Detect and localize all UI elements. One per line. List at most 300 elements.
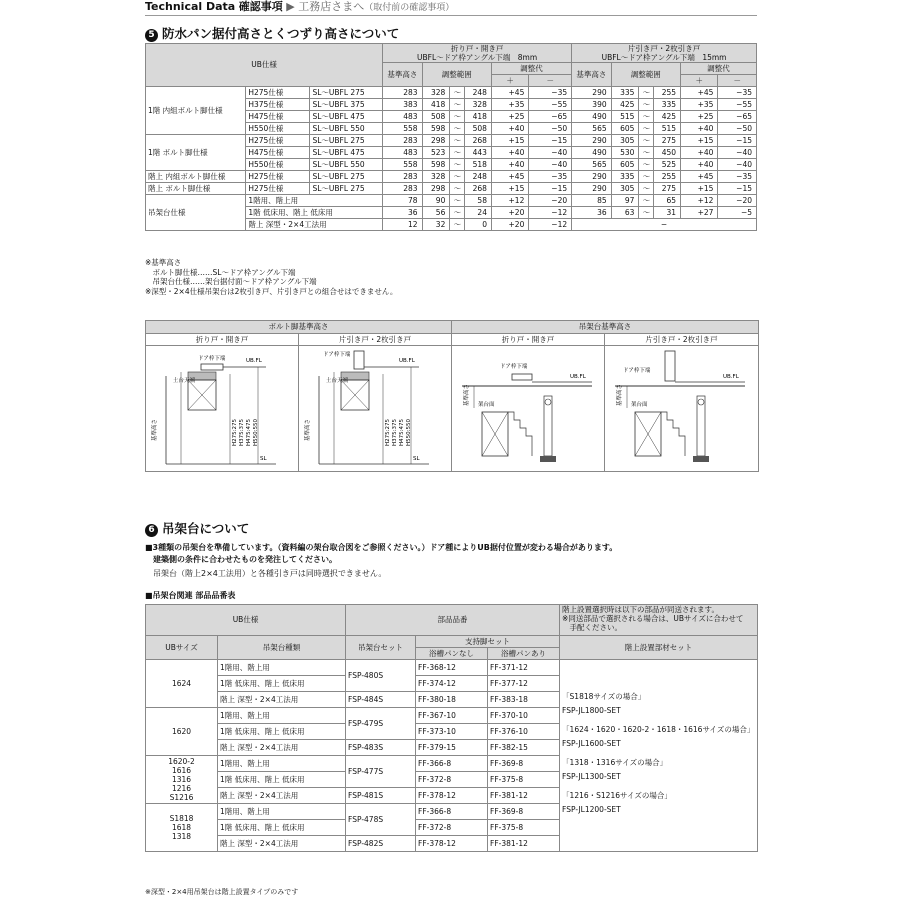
label-base-height: 基準高さ [617,383,623,406]
a-range-from: 523 [422,147,450,159]
a-range-sep: 〜 [450,99,465,111]
b-adj-minus: −5 [718,207,757,219]
a-range-to: 328 [465,99,492,111]
kind: 1階 低床用、階上 低床用 [218,772,346,788]
table-row [146,183,757,195]
b-adj-minus: −15 [718,183,757,195]
row-group: 吊架台仕様 [146,195,246,231]
a-minus-header: － [529,75,572,87]
row-fl: SL〜UBFL 475 [310,111,383,123]
leg-no-pan: FF-372-8 [416,772,488,788]
section6-heading [145,519,249,537]
band-hanging: 吊架台基準高さ [452,321,758,334]
row-fl: SL〜UBFL 375 [310,99,383,111]
b-range-sep: 〜 [639,147,654,159]
b-adj-plus: +40 [681,159,718,171]
b-adj-plus: +25 [681,111,718,123]
b-range-to: 255 [654,87,681,99]
a-range-from: 328 [422,87,450,99]
ub-size-line: 1316 [171,775,192,784]
a-adj-minus: −12 [529,207,572,219]
leg-no-pan: FF-379-15 [416,740,488,756]
ub-size [146,804,218,852]
b-adj-plus: +40 [681,123,718,135]
b-range-sep: 〜 [639,123,654,135]
ub-size [146,756,218,804]
row-spec: H375仕様 [246,99,310,111]
a-range-to: 418 [465,111,492,123]
upper-set-cond: 「1216・S1216サイズの場合」 [562,790,672,800]
b-base: 390 [572,99,612,111]
kind: 階上 深型・2×4工法用 [218,788,346,804]
b-range-from: 605 [611,159,639,171]
a-adj-plus: +40 [491,159,528,171]
b-range-sep: 〜 [639,159,654,171]
b-range-from: 63 [611,207,639,219]
table-row [146,171,757,183]
b-range-from: 97 [611,195,639,207]
set-no: FSP-480S [346,660,416,692]
row-spec: H550仕様 [246,159,310,171]
label-h550: H550:550 [406,419,412,446]
kind: 1階用、階上用 [218,660,346,676]
a-adj-minus: −12 [529,219,572,231]
a-range-from: 418 [422,99,450,111]
upper-set-cond: 「S1818サイズの場合」 [562,691,646,701]
b-base: 490 [572,111,612,123]
b-range-to: 275 [654,135,681,147]
a-range-sep: 〜 [450,183,465,195]
set-no: FSP-484S [346,692,416,708]
a-adj-minus: −20 [529,195,572,207]
header-title: Technical Data [145,0,236,13]
col-note [560,605,758,636]
label-h550: H550:550 [253,419,259,446]
a-adj-minus: −50 [529,123,572,135]
b-range-sep: 〜 [639,111,654,123]
a-base: 483 [383,111,423,123]
section6-para2: 建築側の条件に合わせたものを発注してください。 [145,555,337,564]
label-base-height: 基準高さ [152,418,158,441]
label-door-frame: ドア枠下端 [323,352,351,358]
col-upper-set: 階上設置部材セット [560,636,758,660]
b-base: 290 [572,87,612,99]
leg-pan: FF-375-8 [488,820,560,836]
a-base: 283 [383,135,423,147]
b-range-sep: 〜 [639,207,654,219]
a-base: 36 [383,207,423,219]
a-range-from: 598 [422,123,450,135]
upper-set-cond: 「1318・1316サイズの場合」 [562,757,668,767]
a-adj-plus: +20 [491,219,528,231]
kind: 1階用、階上用 [218,708,346,724]
b-base: 85 [572,195,612,207]
col-ub-size: UBサイズ [146,636,218,660]
b-range-from: 515 [611,111,639,123]
parts-table-title: ■吊架台関連 部品品番表 [145,591,236,600]
col-no-pan: 浴槽パンなし [416,648,488,660]
kind: 階上 深型・2×4工法用 [218,836,346,852]
section6-title: 吊架台について [162,521,250,536]
leg-pan: FF-375-8 [488,772,560,788]
label-door-frame: ドア枠下端 [623,368,651,374]
b-range-header: 調整範囲 [611,63,680,87]
a-range-sep: 〜 [450,87,465,99]
b-adj-header: 調整代 [681,63,757,75]
b-adj-minus: −35 [718,171,757,183]
row-spec: H275仕様 [246,183,310,195]
leg-pan: FF-382-15 [488,740,560,756]
diagram-sub2: 片引き戸・2枚引き戸 [299,334,451,346]
upper-set-item [562,723,755,751]
label-door-frame: ドア枠下端 [500,364,528,370]
set-no: FSP-479S [346,708,416,740]
note-line3: 手配ください。 [562,623,623,632]
section5-notes [145,258,397,296]
b-range-to: 525 [654,159,681,171]
b-base: 290 [572,183,612,195]
table-row [146,660,758,676]
label-h275: H275:275 [232,419,238,446]
row-group: 階上 内組ボルト脚仕様 [146,171,246,183]
a-range-sep: 〜 [450,219,465,231]
label-ubfl: UB.FL [570,374,586,380]
leg-pan: FF-381-12 [488,836,560,852]
a-adj-plus: +20 [491,207,528,219]
a-adj-plus: +40 [491,147,528,159]
a-range-from: 90 [422,195,450,207]
group-a-header [383,44,572,63]
section6-number: 6 [145,524,158,537]
diagram-sub4: 片引き戸・2枚引き戸 [605,334,758,346]
a-base: 283 [383,87,423,99]
a-range-sep: 〜 [450,171,465,183]
b-adj-minus: −35 [718,87,757,99]
ub-size-line: S1818 [169,814,194,823]
a-range-to: 248 [465,171,492,183]
b-range-from: 335 [611,171,639,183]
row-spec: H275仕様 [246,171,310,183]
group-b-line1: 片引き戸・2枚引き戸 [627,44,701,53]
note-line: 吊架台仕様……架台据付面〜ドア枠アングル下端 [145,277,317,286]
row-spec: 1階用、階上用 [246,195,383,207]
row-fl: SL〜UBFL 275 [310,183,383,195]
row-fl: SL〜UBFL 550 [310,123,383,135]
a-base: 283 [383,183,423,195]
label-dodai: 土台天端 [326,378,349,384]
upper-set-cell [560,660,758,852]
set-no: FSP-477S [346,756,416,788]
a-range-from: 298 [422,135,450,147]
header-sub: 工務店さまへ [298,0,365,13]
section6-para3: 吊架台（階上2×4工法用）と各種引き戸は同時選択できません。 [145,569,387,578]
set-no: FSP-482S [346,836,416,852]
b-adj-plus: +15 [681,135,718,147]
b-range-to: 255 [654,171,681,183]
b-base: 290 [572,171,612,183]
leg-pan: FF-369-8 [488,804,560,820]
ub-size: 1624 [146,660,218,708]
ub-size-line: 1216 [171,784,192,793]
a-range-sep: 〜 [450,135,465,147]
b-base-header: 基準高さ [572,63,612,87]
label-h475: H475:475 [399,419,405,446]
leg-pan: FF-370-10 [488,708,560,724]
col-ub-spec: UB仕様 [146,44,383,87]
table-row [146,87,757,99]
row-spec: 階上 深型・2×4工法用 [246,219,383,231]
kind: 1階 低床用、階上 低床用 [218,676,346,692]
leg-no-pan: FF-366-8 [416,804,488,820]
col-pan: 浴槽パンあり [488,648,560,660]
b-base: 290 [572,135,612,147]
row-fl: SL〜UBFL 275 [310,87,383,99]
a-range-from: 32 [422,219,450,231]
a-range-from: 328 [422,171,450,183]
b-range-sep: 〜 [639,99,654,111]
page-header [145,0,757,15]
a-range-to: 58 [465,195,492,207]
a-adj-header: 調整代 [491,63,571,75]
row-spec: H475仕様 [246,147,310,159]
band-bolt-leg: ボルト脚基準高さ [146,321,451,334]
row-group: 1階 内組ボルト脚仕様 [146,87,246,135]
b-base: 36 [572,207,612,219]
b-range-sep: 〜 [639,135,654,147]
section5-title: 防水パン据付高さとくつずり高さについて [162,26,400,41]
row-fl: SL〜UBFL 275 [310,135,383,147]
a-adj-minus: −15 [529,135,572,147]
a-base: 483 [383,147,423,159]
ub-size-line: 1620-2 [168,757,195,766]
b-range-sep: 〜 [639,87,654,99]
a-range-sep: 〜 [450,111,465,123]
b-base: 565 [572,159,612,171]
upper-set-no: FSP-JL1800-SET [562,705,621,715]
label-kadai: 架台面 [478,402,495,408]
b-range-from: 425 [611,99,639,111]
a-base: 78 [383,195,423,207]
label-h375: H375:375 [392,419,398,446]
a-adj-minus: −35 [529,171,572,183]
b-adj-minus: −40 [718,159,757,171]
a-base: 558 [383,123,423,135]
label-sl: SL [413,456,420,462]
group-a-line1: 折り戸・開き戸 [450,44,504,53]
a-range-sep: 〜 [450,123,465,135]
a-adj-plus: +15 [491,135,528,147]
set-no: FSP-478S [346,804,416,836]
table-row [146,195,757,207]
a-range-to: 24 [465,207,492,219]
a-adj-plus: +40 [491,123,528,135]
ub-size-line: 1616 [171,766,192,775]
b-range-to: 31 [654,207,681,219]
section5-heading [145,24,399,42]
label-base-height: 基準高さ [305,418,311,441]
b-range-from: 305 [611,135,639,147]
row-group: 1階 ボルト脚仕様 [146,135,246,171]
row-spec: 1階 低床用、階上 低床用 [246,207,383,219]
b-adj-plus: +12 [681,195,718,207]
group-a-line2: UBFL〜ドア枠アングル下端 8mm [417,53,538,62]
ub-size: 1620 [146,708,218,756]
label-dodai: 土台天端 [173,378,196,384]
b-range-to: 275 [654,183,681,195]
col-leg-set: 支持脚セット [416,636,560,648]
a-adj-plus: +12 [491,195,528,207]
leg-pan: FF-376-10 [488,724,560,740]
diagram-sub3: 折り戸・開き戸 [452,334,604,346]
b-range-to: 425 [654,111,681,123]
label-sl: SL [260,456,267,462]
leg-pan: FF-383-18 [488,692,560,708]
b-base: 565 [572,123,612,135]
row-spec: H275仕様 [246,135,310,147]
b-range-from: 530 [611,147,639,159]
upper-set-item [562,756,755,784]
label-h375: H375:375 [239,419,245,446]
section6-para1: ■3種類の吊架台を準備しています。（資料編の架台取合図をご参照ください。）ドア種によりUB据付位置が変わる場合があります。 [145,543,618,552]
b-range-to: 65 [654,195,681,207]
leg-no-pan: FF-367-10 [416,708,488,724]
kind: 階上 深型・2×4工法用 [218,740,346,756]
header-arrow: ▶ [286,0,295,13]
a-range-header: 調整範囲 [422,63,491,87]
a-adj-plus: +35 [491,99,528,111]
a-range-to: 518 [465,159,492,171]
row-fl: SL〜UBFL 275 [310,171,383,183]
b-range-from: 605 [611,123,639,135]
kind: 1階 低床用、階上 低床用 [218,820,346,836]
note-line1: 階上設置選択時は以下の部品が同送されます。 [562,605,719,614]
upper-set-cond: 「1624・1620・1620-2・1618・1616サイズの場合」 [562,724,755,734]
note-line: ※深型・2×4仕様吊架台は2枚引き戸、片引き戸との組合せはできません。 [145,286,398,296]
hanging-folding-drawing [452,346,604,470]
leg-pan: FF-381-12 [488,788,560,804]
b-adj-minus: −55 [718,99,757,111]
a-base: 12 [383,219,423,231]
a-range-from: 598 [422,159,450,171]
bolt-leg-folding-drawing [146,346,298,470]
leg-no-pan: FF-374-12 [416,676,488,692]
b-base: 490 [572,147,612,159]
col-set: 吊架台セット [346,636,416,660]
upper-set-item [562,789,755,817]
a-range-from: 508 [422,111,450,123]
height-diagram [145,320,759,472]
a-range-sep: 〜 [450,159,465,171]
b-minus-header: － [718,75,757,87]
row-spec: H550仕様 [246,123,310,135]
header-section: 確認事項 [238,0,283,13]
b-plus-header: ＋ [681,75,718,87]
b-range-to: 335 [654,99,681,111]
a-plus-header: ＋ [491,75,528,87]
leg-no-pan: FF-372-8 [416,820,488,836]
upper-set-no: FSP-JL1600-SET [562,738,621,748]
a-adj-minus: −35 [529,87,572,99]
b-range-sep: 〜 [639,183,654,195]
upper-set-no: FSP-JL1200-SET [562,804,621,814]
leg-no-pan: FF-373-10 [416,724,488,740]
leg-no-pan: FF-366-8 [416,756,488,772]
a-range-from: 56 [422,207,450,219]
group-b-line2: UBFL〜ドア枠アングル下端 15mm [601,53,727,62]
b-range-to: 515 [654,123,681,135]
b-adj-plus: +45 [681,87,718,99]
row-group: 階上 ボルト脚仕様 [146,183,246,195]
a-base-header: 基準高さ [383,63,423,87]
a-adj-plus: +45 [491,171,528,183]
b-adj-minus: −50 [718,123,757,135]
b-adj-plus: +45 [681,171,718,183]
row-fl: SL〜UBFL 550 [310,159,383,171]
a-range-sep: 〜 [450,195,465,207]
a-range-sep: 〜 [450,207,465,219]
label-h275: H275:275 [385,419,391,446]
note-line2: ※同送部品で選択される場合は、UBサイズに合わせて [562,614,744,623]
diagram-sub1: 折り戸・開き戸 [146,334,298,346]
b-range-sep: 〜 [639,171,654,183]
parts-table [145,604,758,852]
label-ubfl: UB.FL [399,358,415,364]
b-range-from: 335 [611,87,639,99]
bolt-leg-sliding-drawing [299,346,451,470]
b-adj-plus: +35 [681,99,718,111]
a-range-sep: 〜 [450,147,465,159]
section5-number: 5 [145,29,158,42]
a-adj-minus: −15 [529,183,572,195]
leg-pan: FF-371-12 [488,660,560,676]
note-line: ボルト脚仕様……SL〜ドア枠アングル下端 [145,267,296,277]
a-base: 283 [383,171,423,183]
leg-pan: FF-369-8 [488,756,560,772]
a-base: 558 [383,159,423,171]
kind: 1階 低床用、階上 低床用 [218,724,346,740]
label-base-height: 基準高さ [464,383,470,406]
row-spec: H275仕様 [246,87,310,99]
label-door-frame: ドア枠下端 [198,356,226,362]
table-row [146,135,757,147]
a-adj-plus: +15 [491,183,528,195]
label-h475: H475:475 [246,419,252,446]
hanging-sliding-drawing [605,346,758,470]
ub-size-line: 1618 [171,823,192,832]
leg-no-pan: FF-368-12 [416,660,488,676]
a-range-to: 508 [465,123,492,135]
ub-size-line: 1318 [171,832,192,841]
a-adj-minus: −40 [529,147,572,159]
leg-pan: FF-377-12 [488,676,560,692]
header-rule [145,15,757,16]
a-range-from: 298 [422,183,450,195]
b-adj-plus: +27 [681,207,718,219]
row-spec: H475仕様 [246,111,310,123]
kind: 1階用、階上用 [218,756,346,772]
header-paren: （取付前の確認事項） [364,3,455,13]
a-range-to: 268 [465,135,492,147]
a-range-to: 248 [465,87,492,99]
col-ub-spec: UB仕様 [146,605,346,636]
a-adj-plus: +45 [491,87,528,99]
b-empty: − [572,219,757,231]
leg-no-pan: FF-380-18 [416,692,488,708]
row-fl: SL〜UBFL 475 [310,147,383,159]
set-no: FSP-481S [346,788,416,804]
footnote: ※深型・2×4用吊架台は階上設置タイプのみです [145,888,299,896]
kind: 階上 深型・2×4工法用 [218,692,346,708]
